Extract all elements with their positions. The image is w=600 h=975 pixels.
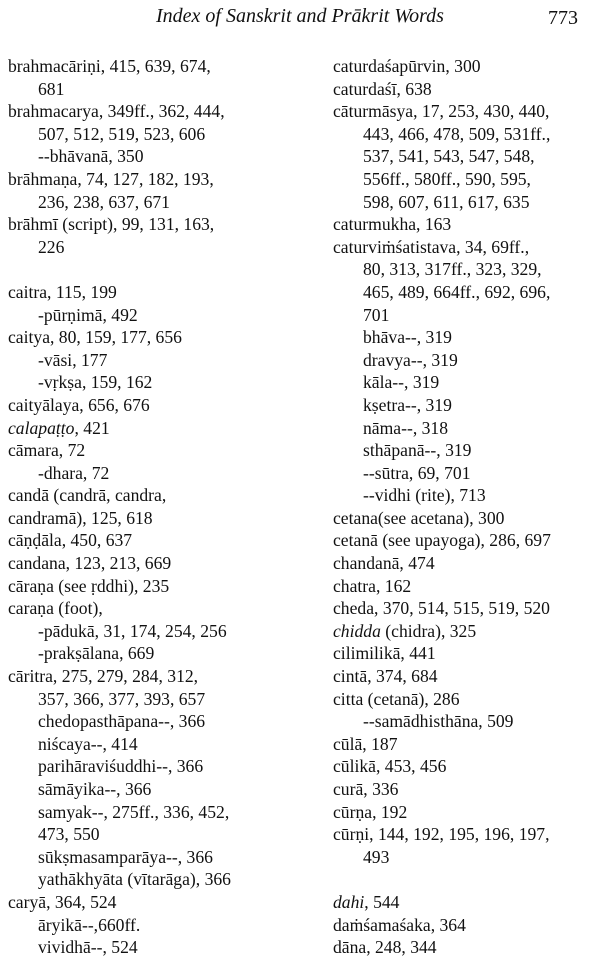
index-subentry: 226 [38,236,65,257]
index-subentry: 357, 366, 377, 393, 657 [38,688,206,709]
index-subentry: sāmāyika--, 366 [38,779,152,799]
index-spacer [333,868,600,891]
index-subentry: samyak--, 275ff., 336, 452, [38,801,230,822]
index-term-italic: chidda [333,620,381,641]
page-number: 773 [548,7,578,29]
index-entry: candā (candrā, candra, [8,485,167,506]
index-subentry: kṣetra--, 319 [363,394,452,415]
index-entry: brahmacarya, 349ff., 362, 444, [8,101,225,122]
index-subentry: dravya--, 319 [363,349,458,370]
index-column-right [333,55,600,959]
index-subentry: āryikā--,660ff. [38,914,141,935]
index-entry: cilimilikā, 441 [333,643,436,664]
index-entry: cintā, 374, 684 [333,666,438,687]
index-column-left [8,55,308,959]
index-entry: caityālaya, 656, 676 [8,394,150,415]
index-subentry: 701 [363,304,390,325]
index-subentry: parihāraviśuddhi--, 366 [38,756,204,777]
index-entry [8,417,308,440]
index-entry: cetana(see acetana), 300 [333,507,505,528]
index-locators: (chidra), 325 [380,620,477,641]
index-entry: brāhmī (script), 99, 131, 163, [8,214,215,235]
index-entry: caturdaśī, 638 [333,78,432,99]
index-subentry: 681 [38,78,65,99]
index-entry: caryā, 364, 524 [8,891,117,912]
index-subentry: --samādhisthāna, 509 [363,711,514,732]
index-entry: cūlikā, 453, 456 [333,756,447,777]
index-subentry: nāma--, 318 [363,417,449,438]
index-term-italic: dahi [333,891,365,912]
index-subentry: -vṛkṣa, 159, 162 [38,372,153,393]
index-subentry: -pūrṇimā, 492 [38,304,138,325]
index-entry: caturdaśapūrvin, 300 [333,56,481,76]
index-subentry: 537, 541, 543, 547, 548, [363,146,535,167]
index-subentry: kāla--, 319 [363,372,440,393]
index-entry: cūrṇi, 144, 192, 195, 196, 197, [333,824,550,845]
index-subentry: sūkṣmasamparāya--, 366 [38,846,213,867]
index-subentry: 507, 512, 519, 523, 606 [38,123,206,144]
index-entry: cūlā, 187 [333,733,398,754]
index-subentry: -prakṣālana, 669 [38,643,155,664]
index-entry: chatra, 162 [333,575,412,596]
index-entry: candana, 123, 213, 669 [8,553,172,574]
index-term-italic: calapaṭṭo [8,417,75,438]
index-subentry: yathākhyāta (vītarāga), 366 [38,869,231,890]
index-locators: , 544 [364,891,400,912]
index-subentry: bhāva--, 319 [363,327,452,348]
index-entry: cāṇḍāla, 450, 637 [8,530,133,551]
index-entry: caitra, 115, 199 [8,281,117,302]
index-subentry: sthāpanā--, 319 [363,440,472,461]
index-subentry: -vāsi, 177 [38,349,108,370]
index-subentry: niścaya--, 414 [38,733,138,754]
index-entry: brahmacāriṇi, 415, 639, 674, [8,56,211,76]
index-entry [333,891,600,914]
index-entry: cheda, 370, 514, 515, 519, 520 [333,598,550,619]
index-subentry: 443, 466, 478, 509, 531ff., [363,123,551,144]
index-subentry: 80, 313, 317ff., 323, 329, [363,259,542,280]
index-entry: chandanā, 474 [333,553,435,574]
index-entry: citta (cetanā), 286 [333,688,460,709]
index-subentry: 465, 489, 664ff., 692, 696, [363,281,551,302]
index-entry: cāturmāsya, 17, 253, 430, 440, [333,101,550,122]
index-subentry: vividhā--, 524 [38,937,138,958]
index-subentry: chedopasthāpana--, 366 [38,711,206,732]
index-subentry: -dhara, 72 [38,462,110,483]
index-entry: dāna, 248, 344 [333,937,437,958]
index-entry: caturmukha, 163 [333,214,452,235]
page-header-title: Index of Sanskrit and Prākrit Words [156,5,444,27]
index-subentry: 556ff., 580ff., 590, 595, [363,168,531,189]
index-subentry: --bhāvanā, 350 [38,146,144,167]
index-entry: candramā), 125, 618 [8,507,153,528]
index-entry: cetanā (see upayoga), 286, 697 [333,530,551,551]
index-spacer [8,258,308,281]
index-entry: cāritra, 275, 279, 284, 312, [8,666,199,687]
index-subentry: 598, 607, 611, 617, 635 [363,191,530,212]
index-entry: caitya, 80, 159, 177, 656 [8,327,182,348]
index-subentry: 493 [363,846,390,867]
index-entry: cāraṇa (see ṛddhi), 235 [8,575,170,596]
index-entry: daṁśamaśaka, 364 [333,914,466,935]
index-entry: cūrṇa, 192 [333,801,408,822]
index-entry: curā, 336 [333,779,399,799]
index-entry: cāmara, 72 [8,440,86,461]
index-locators: , 421 [74,417,110,438]
index-subentry: 473, 550 [38,824,100,845]
index-entry: caraṇa (foot), [8,598,103,619]
index-entry: brāhmaṇa, 74, 127, 182, 193, [8,168,214,189]
index-entry: caturviṁśatistava, 34, 69ff., [333,236,530,257]
index-subentry: 236, 238, 637, 671 [38,191,170,212]
index-entry [333,620,600,643]
index-subentry: --vidhi (rite), 713 [363,485,486,506]
index-subentry: --sūtra, 69, 701 [363,462,471,483]
index-subentry: -pādukā, 31, 174, 254, 256 [38,620,227,641]
